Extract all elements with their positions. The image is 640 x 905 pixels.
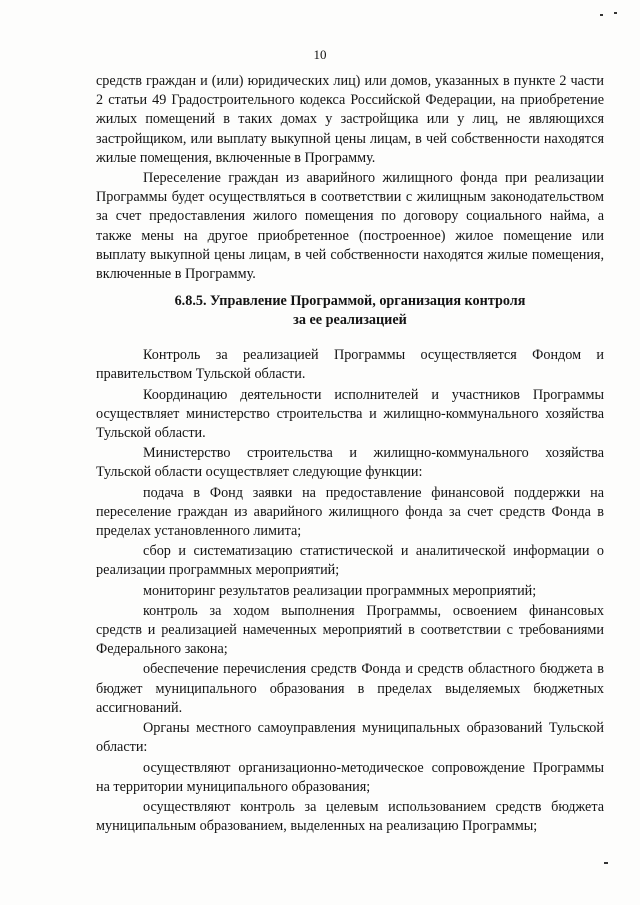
scan-speck <box>604 862 608 864</box>
section-heading-line-1: 6.8.5. Управление Программой, организация контроля <box>174 293 526 310</box>
section-heading <box>96 292 604 330</box>
list-item-data-collection: сбор и систематизацию статистической и аналитической информации о реализации программных мероприятий; <box>96 543 604 579</box>
list-item-methodical-support: осуществляют организационно-методическое сопровождение Программы на территории муниципального образования; <box>96 759 604 795</box>
list-item-targeted-use-control: осуществляют контроль за целевым использованием средств бюджета муниципальным образованием, выделенных на реализацию Программы; <box>96 798 604 835</box>
list-item-execution-control: контроль за ходом выполнения Программы, освоением финансовых средств и реализацией намеченных мероприятий в соответствии с требованиями Федерального закона; <box>96 602 604 658</box>
paragraph-resettlement: Переселение граждан из аварийного жилищного фонда при реализации Программы будет осуществляться в соответствии с жилищным законодательством за счет предоставления жилого помещения по договору социального найма, а также мены на другое приобретенное (построенное) жилое помещение или выплату выкупной цены лицам, в чей собственности находятся жилые помещения, включенные в Программу. <box>96 170 604 283</box>
scan-speck <box>600 14 603 16</box>
paragraph-ministry-functions: Министерство строительства и жилищно-коммунального хозяйства Тульской области осуществляет следующие функции: <box>96 445 604 481</box>
page-number: 10 <box>313 47 327 62</box>
list-item-funds-transfer: обеспечение перечисления средств Фонда и средств областного бюджета в бюджет муниципального образования в пределах выделяемых бюджетных ассигнований. <box>96 661 604 716</box>
paragraph-coordination: Координацию деятельности исполнителей и участников Программы осуществляет министерство строительства и жилищно-коммунального хозяйства Тульской области. <box>96 386 604 442</box>
scan-speck <box>614 12 617 14</box>
paragraph-control: Контроль за реализацией Программы осуществляется Фондом и правительством Тульской области. <box>96 347 604 383</box>
list-item-monitoring: мониторинг результатов реализации программных мероприятий; <box>143 582 537 599</box>
section-heading-line-2: за ее реализацией <box>293 312 407 329</box>
paragraph-local-authorities: Органы местного самоуправления муниципальных образований Тульской области: <box>96 720 604 756</box>
list-item-application: подача в Фонд заявки на предоставление финансовой поддержки на переселение граждан из аварийного жилищного фонда за счет средств Фонда в пределах установленного лимита; <box>96 484 604 540</box>
document-body <box>96 72 604 836</box>
paragraph-continuation: средств граждан и (или) юридических лиц) или домов, указанных в пункте 2 части 2 статьи 49 Градостроительного кодекса Российской Федерации, на приобретение жилых помещений в таких домах у застройщика или у лиц, не являющихся застройщиком, или выплату выкупной цены лицам, в чей собственности находятся жилые помещения, включенные в Программу. <box>96 73 604 166</box>
